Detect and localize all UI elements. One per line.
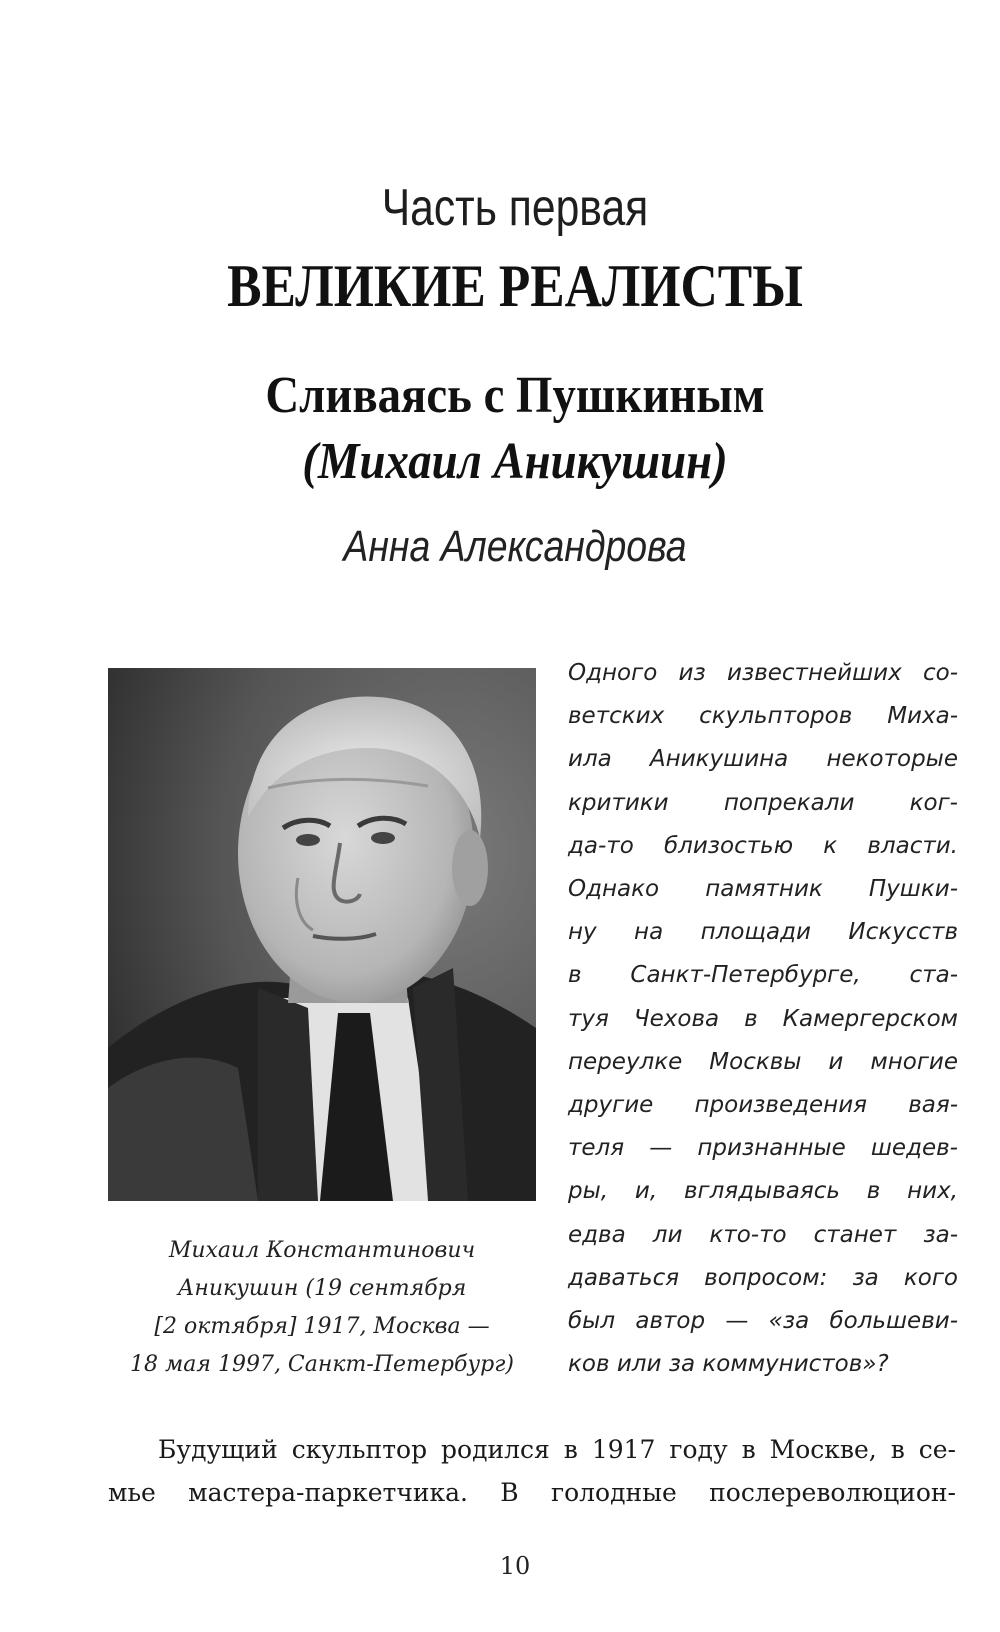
photo-caption [100,1232,544,1384]
body-line: Будущий скульптор родился в 1917 году в Москве, в се- [158,1435,956,1464]
lead-line: критики попрекали ког- [568,789,958,816]
lead-paragraph [568,652,958,1386]
author-name: Анна Александрова [343,522,687,571]
caption-line: Аникушин (19 сентября [177,1276,467,1301]
lead-line: ветских скульпторов Миха- [568,703,958,730]
lead-line: туя Чехова в Камергерском [568,1005,958,1032]
lead-line: другие произведения вая- [568,1092,958,1119]
chapter-title: Сливаясь с Пушкиным [265,367,765,424]
lead-line: да-то близостью к власти. [568,832,958,859]
lead-line: Однако памятник Пушки- [568,876,958,903]
part-title: ВЕЛИКИЕ РЕАЛИСТЫ [227,253,803,319]
page-number: 10 [499,1552,531,1580]
body-paragraph [108,1428,956,1514]
lead-line: был автор — «за большеви- [568,1308,958,1335]
lead-line: ков или за коммунистов»? [568,1351,889,1378]
caption-line: 18 мая 1997, Санкт-Петербург) [130,1352,514,1377]
part-label: Часть первая [381,179,649,237]
portrait-photo [108,668,536,1201]
lead-line: ры, и, вглядываясь в них, [568,1178,958,1205]
lead-line: теля — признанные шедев- [568,1135,958,1162]
chapter-subtitle: (Михаил Аникушин) [302,433,728,490]
caption-line: [2 октября] 1917, Москва — [154,1314,490,1339]
lead-line: переулке Москвы и многие [568,1048,958,1075]
lead-line: едва ли кто-то станет за- [568,1221,958,1248]
lead-line: даваться вопросом: за кого [568,1264,958,1291]
body-line: мье мастера-паркетчика. В голодные послереволюцион- [108,1478,956,1507]
caption-line: Михаил Константинович [168,1238,476,1263]
lead-line: ну на площади Искусств [568,919,958,946]
lead-line: в Санкт-Петербурге, ста- [568,962,958,989]
lead-line: ила Аникушина некоторые [568,746,958,773]
lead-line: Одного из известнейших со- [568,660,958,686]
